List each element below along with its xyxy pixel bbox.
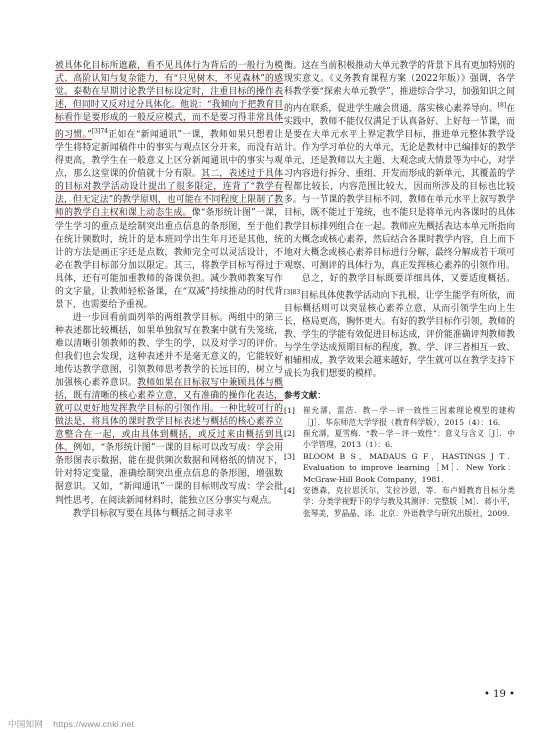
citation-3-74: [3]74 [91, 128, 108, 136]
reference-text: 崔允漷，雷浩．教－学－评一致性三因素理论模型的建构［J］．华东师范大学学报（教育科学版），2015（4）：16． [303, 406, 515, 427]
underlined-passage-3: 教师如果在目标叙写中兼顾具体与概括，既有清晰的核心素养立意，又有准确的操作化表达，就可以更好地发挥教学目标的引领作用。一种比较可行的做法是，将具体的课时教学目标表述与概括的核心素养立意整合在一起，或由具体到概括，或反过来由概括到具体。 [55, 378, 283, 454]
left-paragraph-2-text: 进一步回看前面列举的两组教学目标。两组中的第三种表述都比较概括，如果单独叙写在教案中就有失笼统，难以清晰引领教师的教、学生的学，以及对学习的评价。但我们也会发现，这种表述并不是毫无意义的，它能较好地传达教学意图，引领教师思考教学的长远目的，树立与加强核心素养意识。 [55, 312, 283, 389]
right-paragraph-1-text: 衡。这在当前积极推动大单元教学的背景下具有更加特别的现实意义。《义务教育课程方案（2022年版）》强调，各学科教学要“探索大单元教学”，推进综合学习，加强知识之间的内在联系，促进学生融会贯通，落实核心素养导向。 [284, 61, 515, 115]
page-number: • 19 • [484, 689, 515, 700]
reference-item [284, 485, 515, 519]
cnki-url-link[interactable]: https://www.cnki.net [53, 719, 135, 729]
left-column [55, 60, 283, 521]
right-column [284, 60, 515, 519]
reference-text: 崔允漷，夏雪梅．“教－学－评一致性”：意义与含义［J］．中小学管理，2013（1）：6． [303, 428, 515, 450]
left-paragraph-1-text: 正如在“新闻通讯”一课，教师如果只想着让学生将特定新闻稿件中的事实与观点区分开来，而没有站得更高，教学生在一般意义上区分新闻通讯中的事实与观点，那么这堂课的价值就十分有限。 [55, 130, 284, 180]
references-heading: 参考文献： [284, 390, 326, 401]
reference-number: [4] [284, 485, 295, 495]
left-paragraph-2 [55, 312, 283, 508]
left-paragraph-2-tail: 例如，“条形统计图”一课的目标可以改写成：学会用条形图表示数据，能在提供频次数据和网格纸的情况下，针对特定变量，准确绘制突出重点信息的条形图，增强数据意识。又如，“新闻通讯”一课的目标则改写成：学会批判性思考，在阅读新闻材料时，能独立区分事实与观点。 [55, 443, 284, 506]
right-paragraph-2 [284, 273, 515, 381]
underlined-passage-1: 被具体化目标所遮蔽，看不见具体行为背后的一般行为模式、高阶认知与复杂能力，有“只见树木，不见森林”的感觉。泰勒在早期讨论教学目标设定时，注重目标的操作表述，但同时又反对过分具体化。他说：“我倾向于把教育目标看作是要形成的一般反应模式，而不是要习得非常具体的习惯。” [55, 61, 283, 141]
left-paragraph-3: 教学目标叙写要在具体与概括之间寻求平 [72, 508, 233, 519]
reference-item [284, 405, 515, 428]
references-list [284, 405, 515, 519]
cnki-watermark [8, 718, 134, 730]
reference-text: BLOOM B S，MADAUS G F，HASTINGS J T．Evaluation to improve learning［M］．New York：McGraw-Hill Book Company，1981． [303, 451, 515, 484]
right-paragraph-2-text: 总之，好的教学目标既要详细具体，又要适度概括。 [301, 273, 515, 284]
reference-item [284, 451, 515, 485]
left-paragraph-1 [55, 60, 283, 312]
reference-number: [1] [284, 406, 295, 416]
reference-text: 安德森，克拉思沃尔，艾拉沙恩，等．布卢姆教育目标分类学：分类学视野下的学与教及其测评：完整版［M］．蒋小平，张琴美，罗晶晶，译．北京：外语教学与研究出版社，2009． [303, 485, 515, 518]
right-paragraph-1 [284, 60, 515, 273]
reference-number: [3] [284, 451, 295, 461]
right-paragraph-1-rest: 在实践中，教师不能仅仅满足于认真备好、上好每一节课，而是要在大单元水平上界定教学目标，推进单元整体教学设计。作为学习单位的大单元，无论是教材中已编排好的教学单元，还是教师以大主题、大观念或大情景等为中心，对学习内容进行拆分、重组、开发而形成的新单元，其覆盖的学程都比较长，内容范围比较大，因而所涉及的目标也比较多。与一节课的教学目标不同，教师在单元水平上叙写教学目标，既不能过于笼统，也不能只是将单元内各课时的具体教学目标排列组合在一起。教师应先概括表达本单元所指向的大概念或核心素养，然后结合各课时教学内容，自上而下地对大概念或核心素养目标进行分解，最终分解成若干项可观察、可测评的具体行为，真正发挥核心素养的引领作用。 [284, 104, 516, 271]
citation-3-83: [3]83 [284, 288, 301, 296]
underlined-passage-2: 其二，表述过于具体的目标对教学活动设计提出了很多限定，连背了“教学有法，但无定法”的教学原则，也可能在不同程度上限制了教师的教学自主权和课上动态生成。 [55, 169, 284, 219]
left-paragraph-1-tail: 像“条形统计图”一课，学生学习的重点是绘制突出重点信息的条形图，至于他们在统计频数时，统计的是本班同学出生年月还是其他，统计的方法是画正字还是点数，教师完全可以灵活设计，不必在教学目标部分加以限定。其三，将教学目标写得过于具体，还有可能加重教师的备课负担。减少教师教案写作的文字量，让教师轻松备课，在“双减”持续推动的时代背景下，也需要给予重视。 [55, 208, 284, 310]
reference-item [284, 428, 515, 451]
cnki-site-name: 中国知网 [8, 719, 44, 729]
citation-8: [8] [497, 102, 507, 110]
reference-number: [2] [284, 428, 295, 438]
right-paragraph-2-rest: 目标具体使教学活动向下扎根，让学生能学有所依，而目标概括则可以突显核心素养立意，从而引领学生向上生长，格局更高，胸怀更大。有好的教学目标作引领，教师的教、学生的学能有效促进目标达成，评价能准确评判教师教与学生学达成预期目标的程度，教、学、评三者相互一致、相辅相成，教学效果会越来越好，学生就可以在教学支持下成长为我们想要的模样。 [284, 290, 515, 380]
